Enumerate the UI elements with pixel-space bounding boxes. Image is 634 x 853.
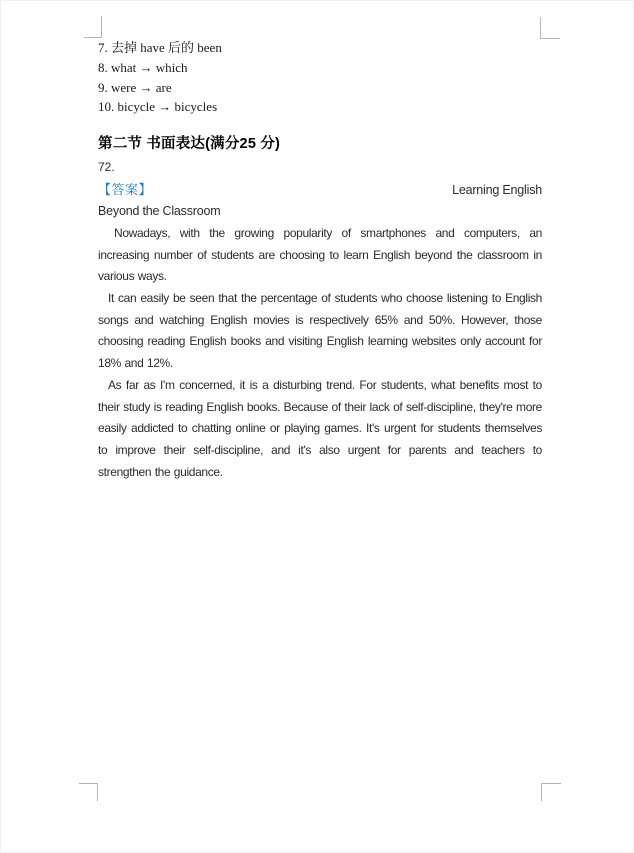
essay-paragraph-3: As far as I'm concerned, it is a disturbing trend. For students, what benefits most to their study is reading English books. Because of their lack of self-discipline, they're more easily addicted to chatting online or playing games. It's urgent for students themselves to improve their self-discipline, and it's also urgent for parents and teachers to strengthen the guidance.	[98, 377, 542, 479]
answer-label: 【答案】	[98, 182, 153, 198]
correction-item-7: 7. 去掉 have 后的 been	[98, 40, 222, 55]
page-corner-mark-bottom-left	[79, 783, 98, 801]
essay-body	[98, 223, 542, 483]
answer-row	[98, 179, 542, 201]
essay-paragraph-1: Nowadays, with the growing popularity of smartphones and computers, an increasing number of students are choosing to learn English beyond the classroom in various ways.	[98, 225, 542, 284]
correction-item-9: 9. were → are	[98, 79, 172, 95]
page-corner-mark-top-right	[540, 17, 560, 39]
correction-item-8: 8. what → which	[98, 59, 188, 75]
corrections-list	[98, 38, 542, 117]
essay-title-line-right: Learning English	[452, 183, 542, 198]
correction-item-10: 10. bicycle → bicycles	[98, 99, 218, 115]
page-content	[98, 38, 542, 483]
page-corner-mark-bottom-right	[541, 783, 561, 801]
section-heading: 第二节 书面表达(满分25 分)	[98, 136, 281, 153]
page-corner-mark-top-left	[84, 16, 102, 38]
question-number: 72.	[98, 160, 115, 175]
essay-title-line-left: Beyond the Classroom	[98, 204, 221, 219]
essay-paragraph-2: It can easily be seen that the percentage of students who choose listening to English songs and watching English movies is respectively 65% and 50%. However, those choosing reading English books and visiting English learning websites only account for 18% and 12%.	[98, 291, 542, 371]
